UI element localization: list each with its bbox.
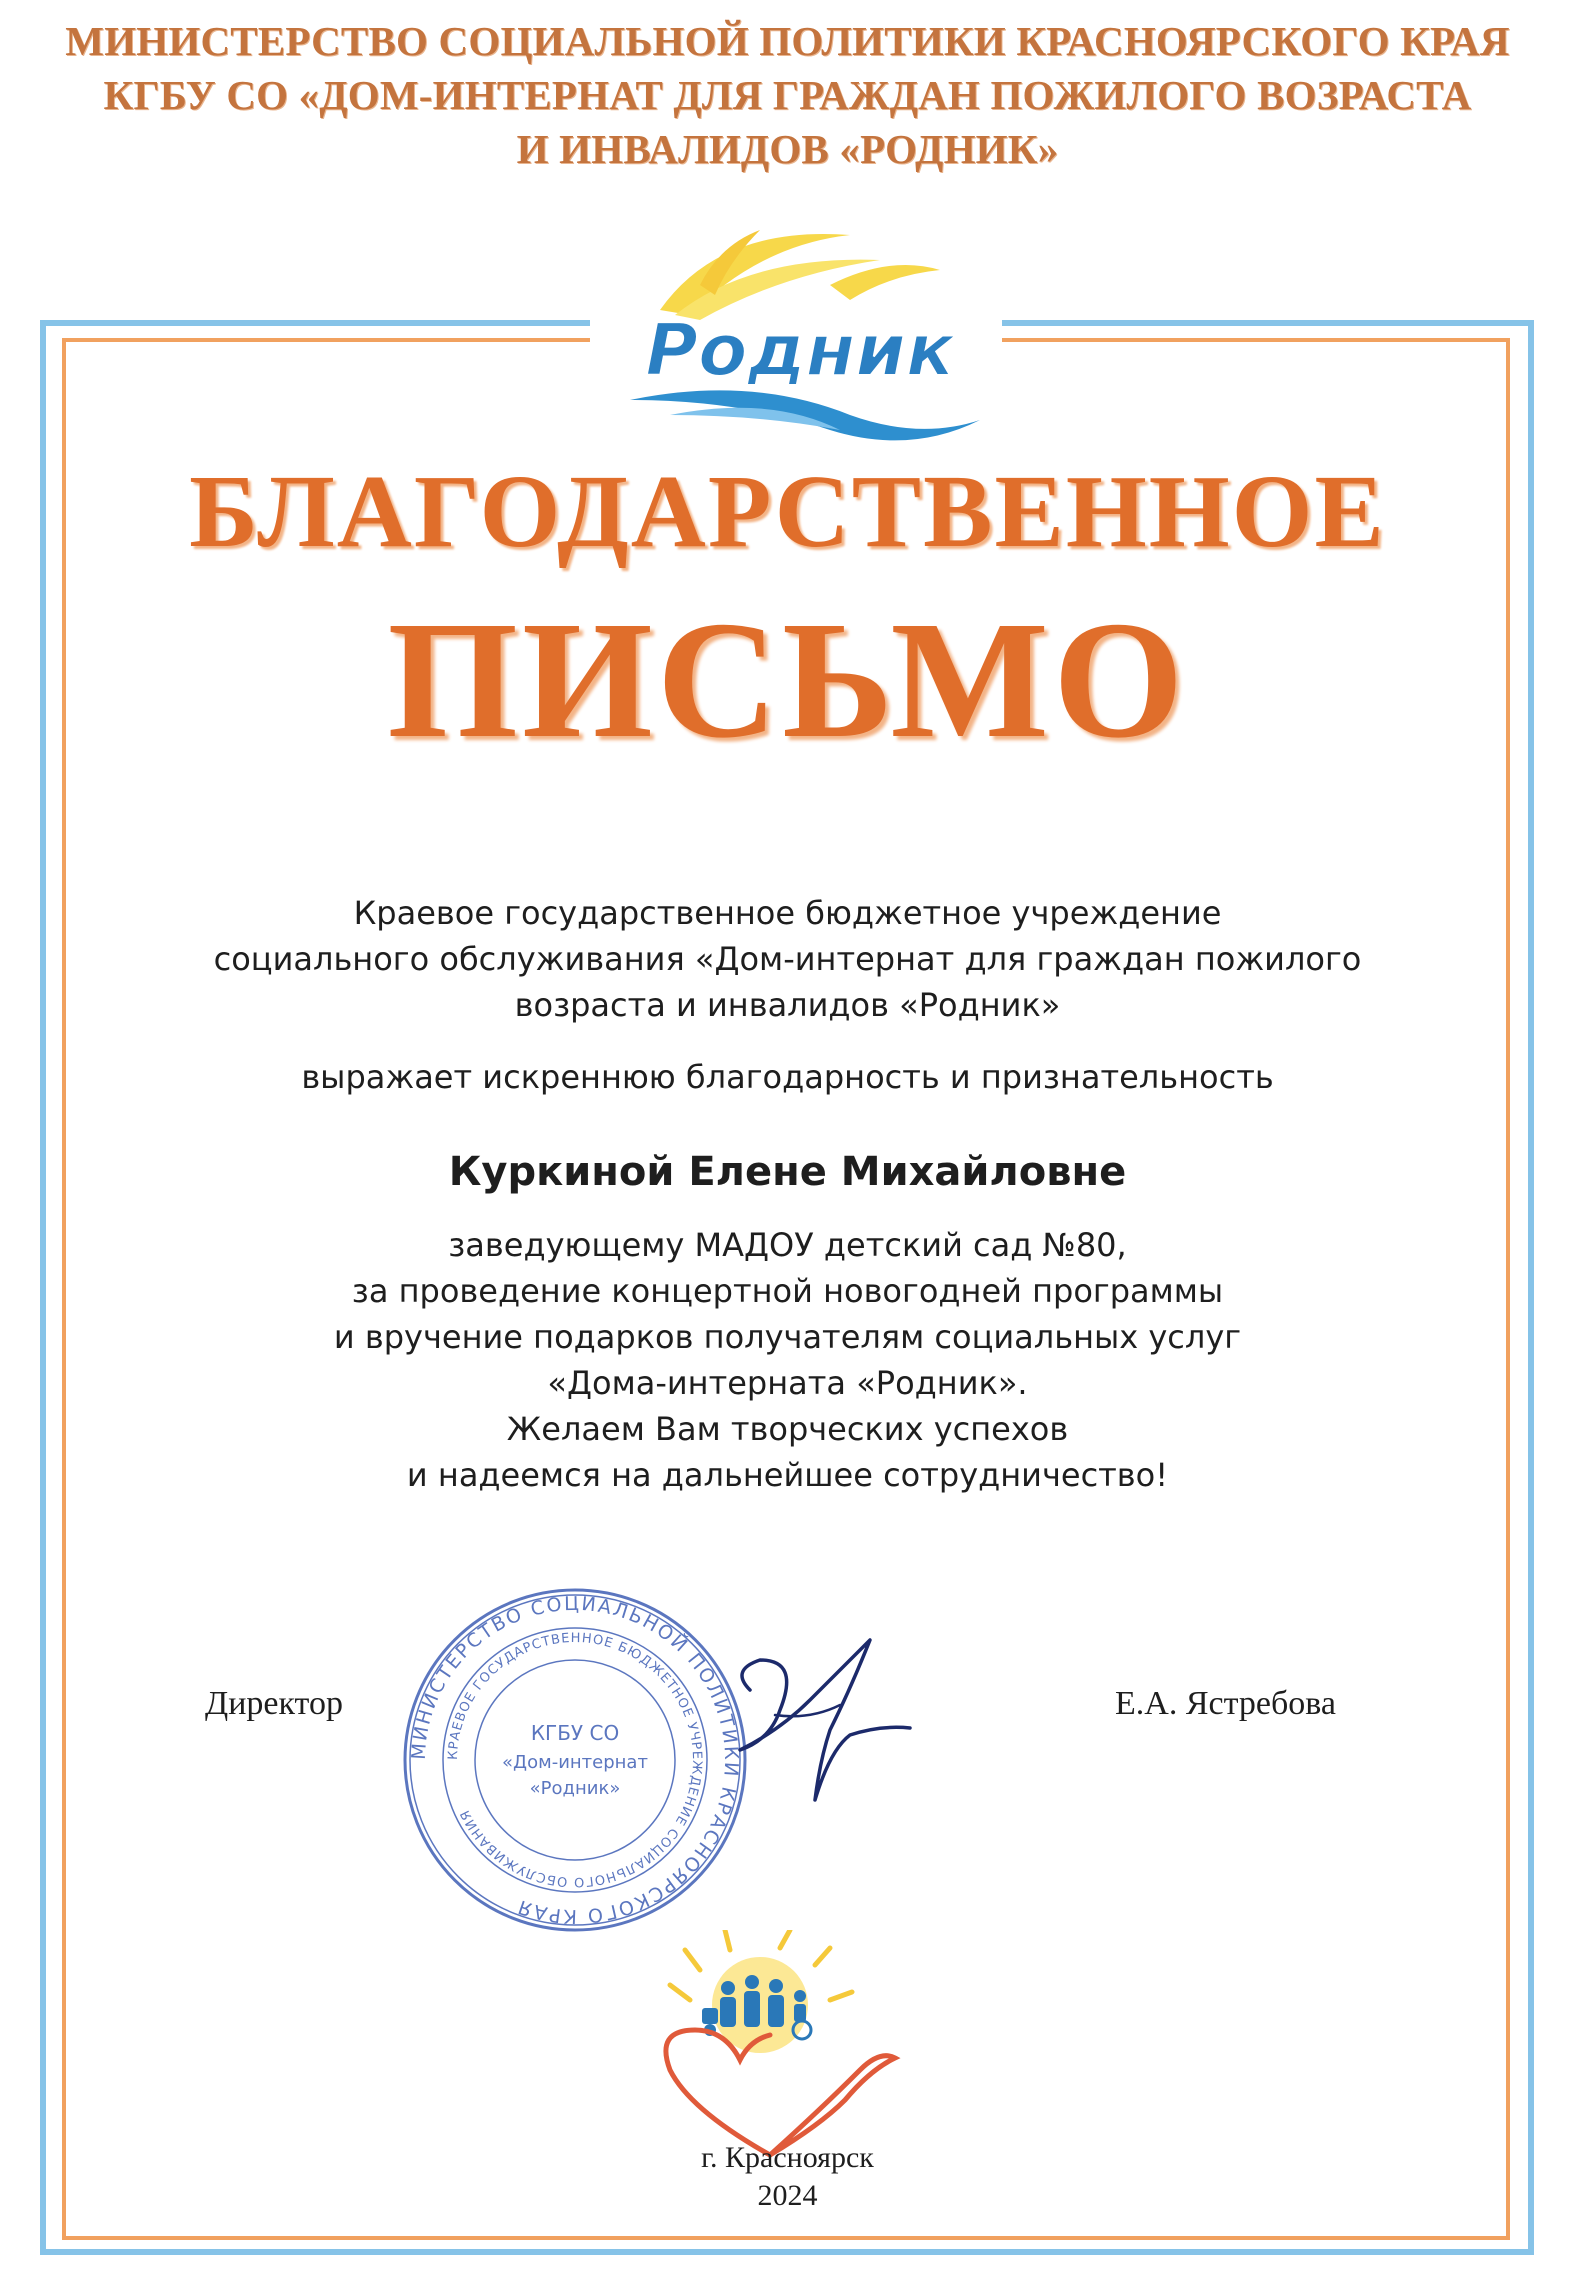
ministry-name: МИНИСТЕРСТВО СОЦИАЛЬНОЙ ПОЛИТИКИ КРАСНОЯРСКОГО КРАЯ — [65, 18, 1510, 64]
stamp-center-line1: КГБУ СО — [530, 1721, 620, 1745]
director-name: Е.А. Ястребова — [1115, 1685, 1336, 1722]
rodnik-logo — [600, 215, 1000, 445]
reason-line: и вручение подарков получателям социальных услуг — [333, 1318, 1242, 1356]
title-letter: ПИСЬМО — [387, 587, 1188, 773]
city: г. Красноярск — [701, 2141, 874, 2174]
official-stamp — [395, 1580, 755, 1940]
logo-wordmark: Родник — [645, 308, 955, 392]
institution-name-line1: КГБУ СО «ДОМ-ИНТЕРНАТ ДЛЯ ГРАЖДАН ПОЖИЛОГО ВОЗРАСТА — [103, 72, 1472, 118]
water-waves-icon — [630, 390, 980, 440]
year: 2024 — [757, 2179, 818, 2212]
recipient-name: Куркиной Елене Михайловне — [448, 1149, 1127, 1195]
org-line: возраста и инвалидов «Родник» — [514, 986, 1061, 1024]
sun-rays-icon — [660, 230, 940, 320]
reason-line: «Дома-интерната «Родник». — [547, 1364, 1028, 1402]
org-line: социального обслуживания «Дом-интернат для граждан пожилого — [213, 940, 1362, 978]
title-thank-you: БЛАГОДАРСТВЕННОЕ — [189, 454, 1386, 569]
care-emblem — [630, 1930, 910, 2170]
reason-line: Желаем Вам творческих успехов — [506, 1410, 1069, 1448]
stamp-outer-text: МИНИСТЕРСТВО СОЦИАЛЬНОЙ ПОЛИТИКИ КРАСНОЯРСКОГО КРАЯ — [407, 1592, 743, 1928]
director-title: Директор — [205, 1685, 343, 1722]
reason-line: за проведение концертной новогодней программы — [351, 1272, 1224, 1310]
heart-hand-icon — [666, 2030, 895, 2155]
issuing-organization — [0, 890, 1575, 1028]
reason-text — [0, 1222, 1575, 1498]
stamp-inner-text: КРАЕВОЕ ГОСУДАРСТВЕННОЕ БЮДЖЕТНОЕ УЧРЕЖДЕНИЕ СОЦИАЛЬНОГО ОБСЛУЖИВАНИЯ — [445, 1630, 705, 1890]
stamp-center-line3: «Родник» — [529, 1778, 621, 1799]
org-line: Краевое государственное бюджетное учреждение — [353, 894, 1222, 932]
reason-line: и надеемся на дальнейшее сотрудничество! — [406, 1456, 1169, 1494]
stamp-center-line2: «Дом-интернат — [502, 1752, 648, 1773]
handwritten-signature — [720, 1630, 920, 1810]
gratitude-statement: выражает искреннюю благодарность и признательность — [301, 1058, 1274, 1096]
reason-line: заведующему МАДОУ детский сад №80, — [448, 1226, 1127, 1264]
sun-icon — [670, 1930, 852, 2053]
letterhead — [0, 14, 1575, 176]
institution-name-line2: И ИНВАЛИДОВ «РОДНИК» — [516, 126, 1059, 172]
